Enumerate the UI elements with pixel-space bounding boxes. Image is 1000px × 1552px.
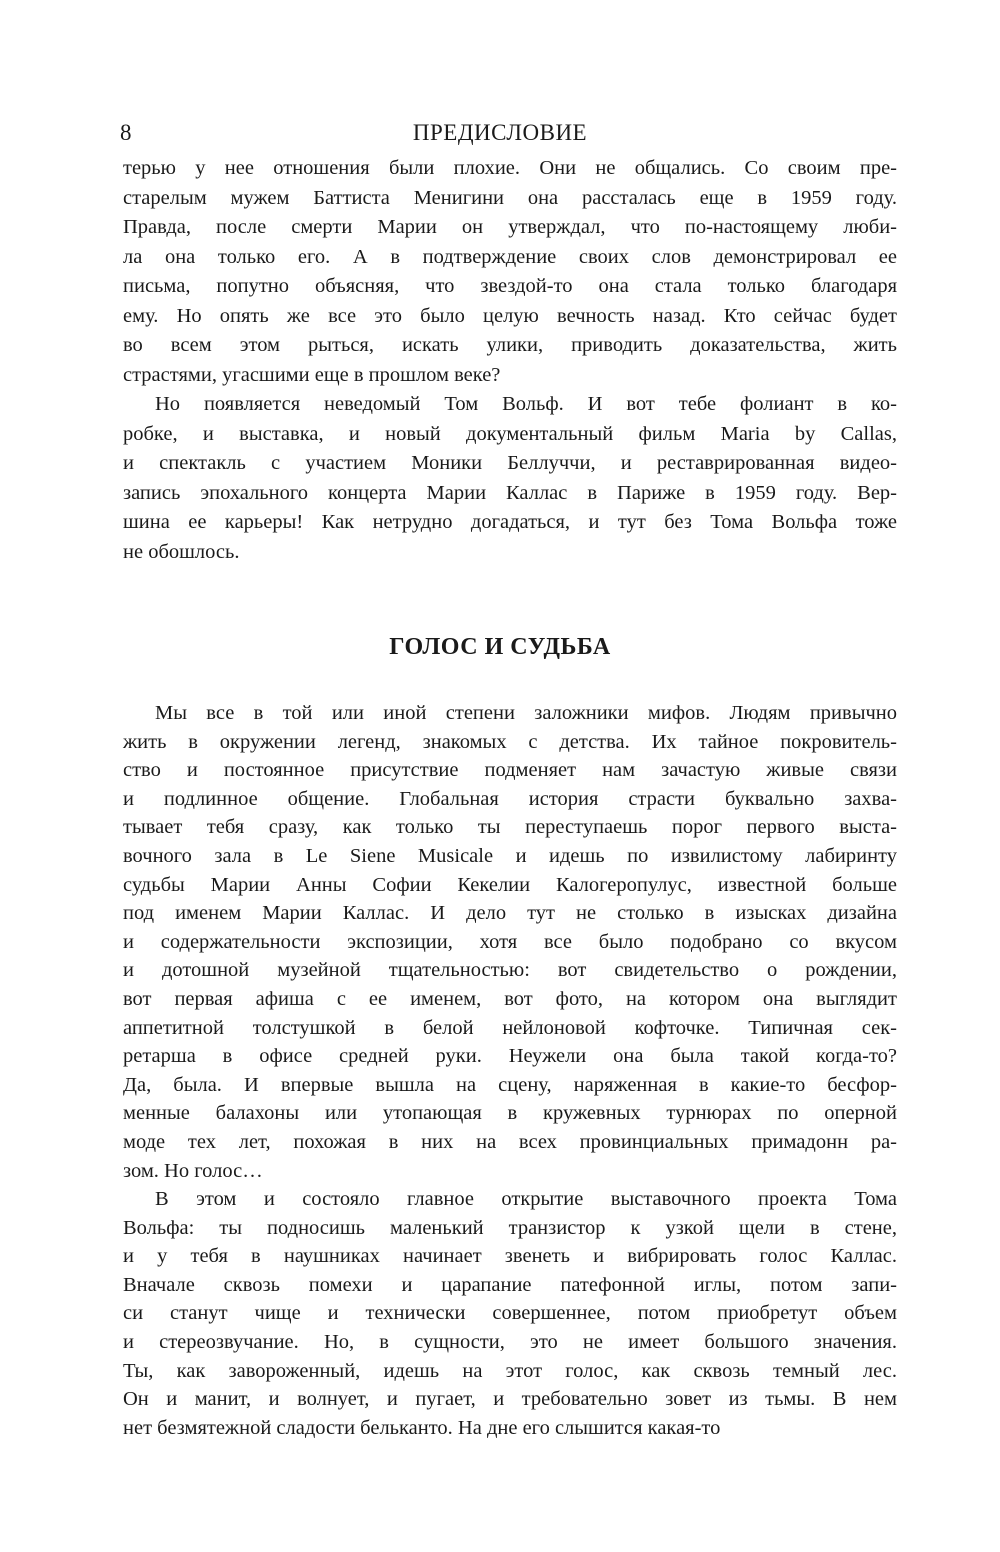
text-line: Он и манит, и волнует, и пугает, и требовательно зовет из тьмы. В нем [123, 1388, 897, 1411]
text-line: судьбы Марии Анны Софии Кекелии Калогеропулус, известной больше [123, 873, 897, 896]
text-line: ему. Но опять же все это было целую вечность назад. Кто сейчас будет [123, 304, 897, 327]
text-line: Ты, как завороженный, идешь на этот голос, как сквозь темный лес. [123, 1359, 897, 1382]
text-line: Правда, после смерти Марии он утверждал, что по-настоящему люби- [123, 216, 897, 238]
text-line: си станут чище и технически совершеннее, потом приобретут объем [123, 1302, 897, 1325]
text-line: аппетитной толстушкой в белой нейлоновой кофточке. Типичная сек- [123, 1016, 897, 1039]
text-line: вот первая афиша с ее именем, вот фото, на котором она выглядит [123, 987, 897, 1010]
text-line: терью у нее отношения были плохие. Они не общались. Со своим пре- [123, 157, 897, 179]
paragraph [123, 1185, 897, 1442]
page-number: 8 [120, 120, 132, 145]
text-line: В этом и состояло главное открытие выставочного проекта Тома [155, 1188, 897, 1211]
running-title: ПРЕДИСЛОВИЕ [412, 120, 588, 145]
text-line: вочного зала в Le Siene Musicale и идешь по извилистому лабиринту [123, 844, 897, 867]
text-line: робке, и выставка, и новый документальный фильм Maria by Callas, [123, 422, 897, 445]
text-line: под именем Марии Каллас. И дело тут не столько в изысках дизайна [123, 902, 897, 925]
text-line: страстями, угасшими еще в прошлом веке? [123, 363, 501, 386]
text-line: ство и постоянное присутствие подменяет нам зачастую живые связи [123, 759, 897, 782]
text-line: не обошлось. [123, 540, 240, 563]
text-line: нет безмятежной сладости бельканто. На дне его слышится какая-то [123, 1416, 721, 1439]
text-line: Но появляется неведомый Том Вольф. И вот тебе фолиант в ко- [155, 393, 897, 415]
paragraph [123, 390, 897, 567]
section-voice-and-fate-body [123, 699, 897, 1442]
text-line: старелым мужем Баттиста Менигини она рассталась еще в 1959 году. [123, 186, 897, 209]
paragraph [123, 154, 897, 390]
text-line: и спектакль с участием Моники Беллуччи, и реставрированная видео- [123, 452, 897, 474]
text-line: письма, попутно объясняя, что звездой-то она стала только благодаря [123, 275, 897, 297]
paragraph [123, 699, 897, 1185]
text-line: и дотошной музейной тщательностью: вот свидетельство о рождении, [123, 959, 897, 982]
text-line: жить в окружении легенд, знакомых с детства. Их тайное покровитель- [123, 730, 897, 753]
text-line: шина ее карьеры! Как нетрудно догадаться, и тут без Тома Вольфа тоже [123, 511, 897, 533]
text-line: зом. Но голос… [123, 1159, 263, 1182]
text-line: Да, была. И впервые вышла на сцену, наряженная в какие-то бесфор- [123, 1073, 897, 1096]
text-line: Мы все в той или иной степени заложники мифов. Людям привычно [155, 702, 897, 724]
text-line: ретарша в офисе средней руки. Неужели она была такой когда-то? [123, 1045, 897, 1068]
text-line: запись эпохального концерта Марии Каллас в Париже в 1959 году. Вер- [123, 481, 897, 504]
text-line: ла она только его. А в подтверждение своих слов демонстрировал ее [123, 245, 897, 268]
section-heading: ГОЛОС И СУДЬБА [389, 634, 611, 660]
text-line: и содержательности экспозиции, хотя все было подобрано со вкусом [123, 930, 897, 953]
text-line: Вольфа: ты подносишь маленький транзистор к узкой щели в стене, [123, 1216, 897, 1239]
text-line: моде тех лет, похожая в них на всех провинциальных примадонн ра- [123, 1130, 897, 1153]
text-line: во всем этом рыться, искать улики, приводить доказательства, жить [123, 334, 897, 356]
text-line: и у тебя в наушниках начинает звенеть и вибрировать голос Каллас. [123, 1245, 897, 1268]
text-line: тывает тебя сразу, как только ты переступаешь порог первого выста- [123, 816, 897, 839]
text-line: и стереозвучание. Но, в сущности, это не имеет большого значения. [123, 1331, 897, 1354]
text-line: Вначале сквозь помехи и царапание патефонной иглы, потом запи- [123, 1273, 897, 1296]
text-line: и подлинное общение. Глобальная история страсти буквально захва- [123, 787, 897, 810]
text-line: менные балахоны или утопающая в кружевных турнюрах по оперной [123, 1102, 897, 1125]
section-preface-body [123, 154, 897, 567]
